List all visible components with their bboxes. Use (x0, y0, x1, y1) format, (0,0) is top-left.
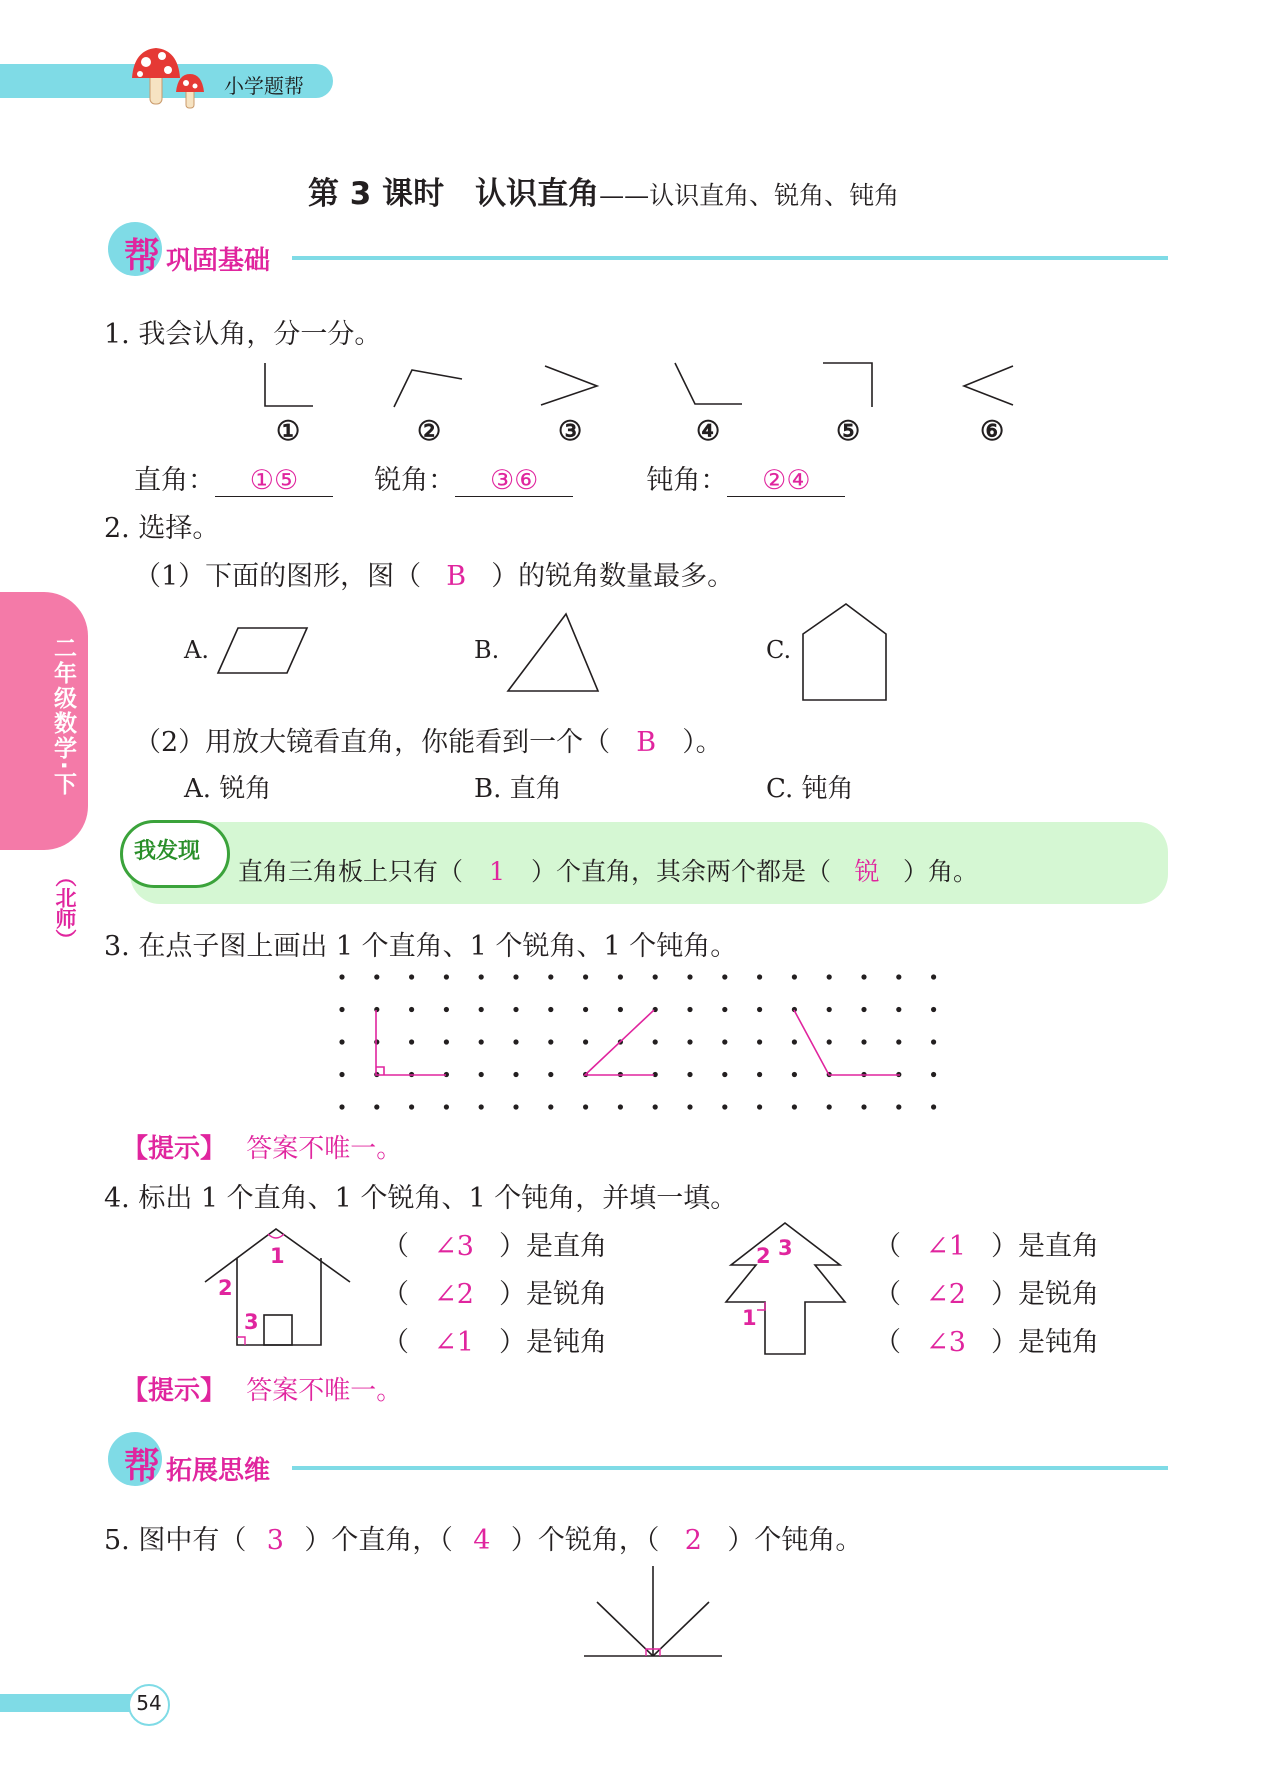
q2-sub2: （2）用放大镜看直角，你能看到一个（ B ）。 (134, 727, 723, 758)
q4-right-answer-3[interactable]: ∠3 (926, 1327, 966, 1358)
q4-left-row-3: （ ∠1 ）是钝角 (382, 1327, 607, 1358)
angle-label-1: ① (276, 416, 301, 447)
obtuse-angle-answer[interactable]: ②④ (727, 465, 845, 497)
q4-text: 4. 标出 1 个直角、1 个锐角、1 个钝角，并填一填。 (104, 1183, 738, 1214)
option-c: C. 钝角 (766, 774, 854, 804)
q4-right-answer-1[interactable]: ∠1 (926, 1231, 966, 1262)
q4-left-row-2: （ ∠2 ）是锐角 (382, 1279, 607, 1310)
option-b: B. 直角 (474, 774, 562, 804)
section-badge: 帮 (124, 236, 161, 277)
angle-label-2: ② (417, 416, 442, 447)
discover-answer-2[interactable]: 锐 (854, 857, 880, 886)
q4-left-row-1: （ ∠3 ）是直角 (382, 1231, 607, 1262)
discover-answer-1[interactable]: 1 (489, 857, 505, 886)
q5-answer-obtuse[interactable]: 2 (684, 1525, 702, 1556)
house-angle-2: 2 (218, 1276, 233, 1300)
right-angle-answer[interactable]: ①⑤ (215, 465, 333, 497)
q2-sub2-answer[interactable]: B (636, 727, 657, 758)
angle-label-4: ④ (696, 416, 721, 447)
page-number: 54 (136, 1691, 162, 1715)
lesson-title-sub: ——认识直角、锐角、钝角 (599, 181, 900, 210)
q4-hint-label: 【提示】 (122, 1376, 227, 1406)
tree-angle-1: 1 (742, 1306, 757, 1330)
q2-sub1-answer[interactable]: B (446, 561, 467, 592)
angle-label-5: ⑤ (836, 416, 861, 447)
house-angle-3: 3 (244, 1310, 259, 1334)
discover-badge: 我发现 (134, 839, 201, 864)
tree-angle-3: 3 (778, 1236, 793, 1260)
q1-text: 1. 我会认角，分一分。 (104, 319, 382, 350)
option-a: A. 锐角 (184, 774, 272, 804)
shape-label-c: C. (766, 636, 792, 664)
q5-answer-right[interactable]: 3 (266, 1525, 284, 1556)
acute-angle-label: 锐角： (374, 465, 456, 496)
q5-answer-acute[interactable]: 4 (473, 1525, 491, 1556)
angle-label-6: ⑥ (980, 416, 1005, 447)
section-label: 拓展思维 (166, 1456, 271, 1486)
q2-sub1: （1）下面的图形，图（ B ）的锐角数量最多。 (134, 561, 735, 592)
side-tab-grade: 二年级数学·下 (50, 636, 76, 797)
q2-text: 2. 选择。 (104, 513, 220, 544)
side-tab-edition: （北师） (53, 866, 77, 950)
section-badge: 帮 (124, 1446, 161, 1487)
brand-name: 小学题帮 (224, 74, 304, 98)
q4-right-row-2: （ ∠2 ）是锐角 (874, 1279, 1099, 1310)
q4-hint-text: 答案不唯一。 (246, 1376, 403, 1406)
footer-bar (0, 1694, 140, 1712)
q3-hint-text: 答案不唯一。 (246, 1134, 403, 1164)
section-label: 巩固基础 (166, 246, 271, 276)
house-angle-1: 1 (270, 1244, 285, 1268)
lesson-title-main: 第 3 课时 认识直角 (308, 176, 600, 212)
discover-text: 直角三角板上只有（ 1 ）个直角，其余两个都是（ 锐 ）角。 (238, 852, 978, 888)
q3-text: 3. 在点子图上画出 1 个直角、1 个锐角、1 个钝角。 (104, 931, 738, 962)
q4-left-answer-3[interactable]: ∠1 (434, 1327, 474, 1358)
shape-label-a: A. (184, 636, 209, 664)
acute-angle-answer[interactable]: ③⑥ (455, 465, 573, 497)
tree-angle-2: 2 (756, 1244, 771, 1268)
right-angle-label: 直角： (134, 465, 215, 496)
q4-left-answer-2[interactable]: ∠2 (434, 1279, 474, 1310)
q4-right-row-3: （ ∠3 ）是钝角 (874, 1327, 1099, 1358)
q3-hint-label: 【提示】 (122, 1134, 227, 1164)
q4-left-answer-1[interactable]: ∠3 (434, 1231, 474, 1262)
q4-right-row-1: （ ∠1 ）是直角 (874, 1231, 1099, 1262)
q5-text: 5. 图中有（ 3 ）个直角，（ 4 ）个锐角，（ 2 ）个钝角。 (104, 1525, 863, 1556)
shape-label-b: B. (474, 636, 500, 664)
q4-right-answer-2[interactable]: ∠2 (926, 1279, 966, 1310)
obtuse-angle-label: 钝角： (646, 465, 728, 496)
angle-label-3: ③ (558, 416, 583, 447)
